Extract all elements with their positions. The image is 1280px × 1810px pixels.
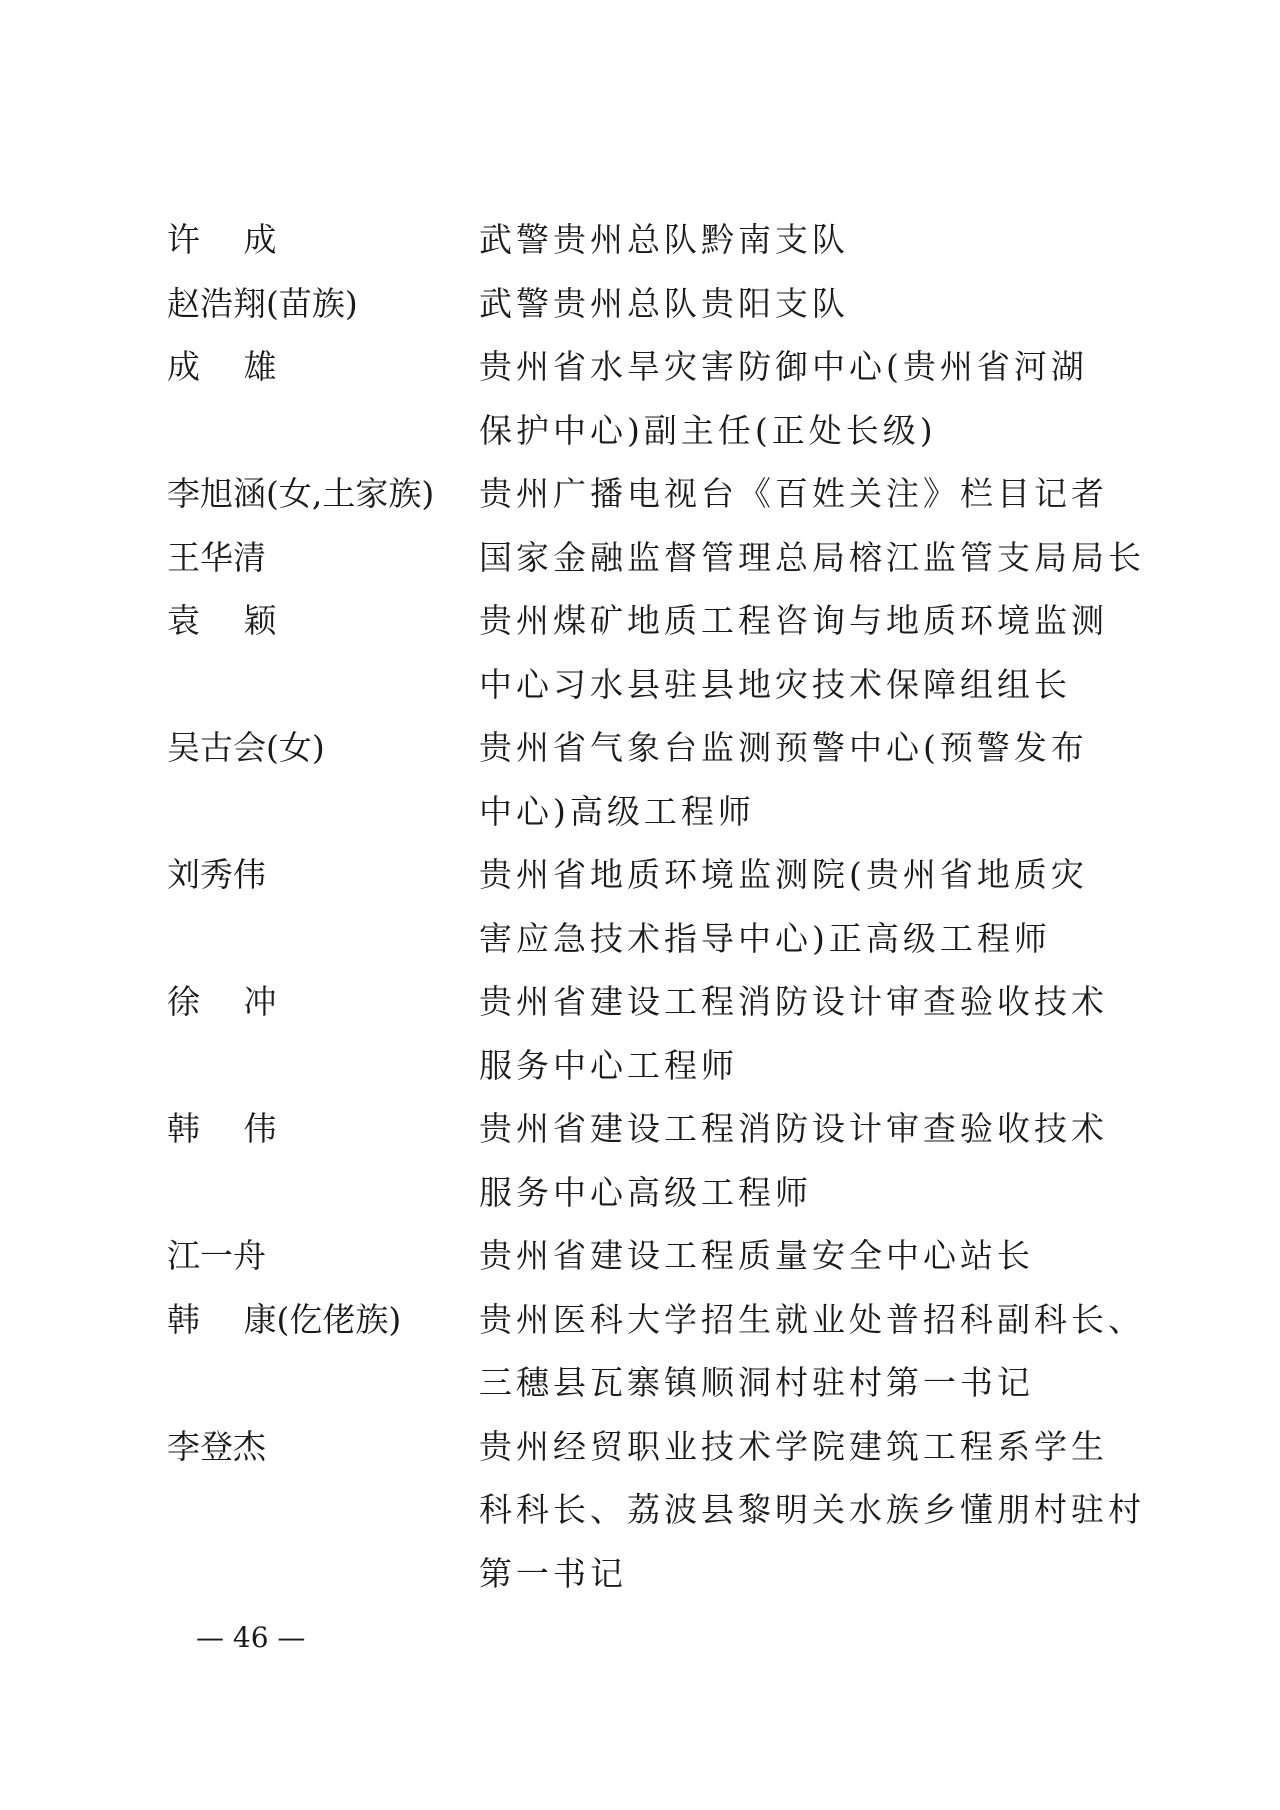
- person-organization: [479, 462, 1127, 526]
- person-organization: [479, 843, 1127, 970]
- list-item: [167, 335, 1127, 462]
- organization-line: 三穗县瓦寨镇顺洞村驻村第一书记: [479, 1363, 1034, 1402]
- person-organization: [479, 1288, 1145, 1415]
- person-name: 袁 颖: [167, 601, 277, 640]
- organization-line: 贵州经贸职业技术学院建筑工程系学生: [479, 1426, 1108, 1466]
- organization-line: 科科长、荔波县黎明关水族乡懂朋村驻村: [479, 1490, 1145, 1529]
- list-item: [167, 526, 1145, 590]
- organization-line: 贵州省建设工程消防设计审查验收技术: [479, 1109, 1108, 1148]
- organization-line: 贵州省气象台监测预警中心(预警发布: [479, 728, 1088, 767]
- list-item: [167, 462, 1127, 526]
- person-name: 赵浩翔(苗族): [167, 283, 358, 323]
- person-name: 徐 冲: [167, 982, 277, 1021]
- person-name: 吴古会(女): [167, 728, 325, 767]
- person-organization: [479, 716, 1127, 843]
- person-name: 李旭涵(女,土家族): [167, 474, 435, 513]
- list-item: [167, 208, 1127, 272]
- list-item: [167, 1415, 1145, 1606]
- person-organization: [479, 208, 1127, 272]
- person-name: 成 雄: [167, 347, 277, 386]
- person-organization: [479, 335, 1127, 462]
- person-organization: [479, 589, 1127, 716]
- person-organization: [479, 526, 1145, 590]
- person-name: 江一舟: [167, 1236, 266, 1275]
- organization-line: 贵州省水旱灾害防御中心(贵州省河湖: [479, 347, 1088, 386]
- list-item: [167, 843, 1127, 970]
- person-name: 许 成: [167, 220, 277, 259]
- organization-line: 服务中心工程师: [479, 1045, 738, 1085]
- honoree-list: [167, 208, 1145, 1605]
- person-name: 韩 康(仡佬族): [167, 1299, 402, 1339]
- list-item: [167, 1288, 1145, 1415]
- list-item: [167, 970, 1127, 1097]
- list-item: [167, 1097, 1127, 1224]
- organization-line: 服务中心高级工程师: [479, 1172, 812, 1212]
- organization-line: 贵州医科大学招生就业处普招科副科长、: [479, 1299, 1145, 1339]
- person-organization: [479, 272, 1127, 336]
- person-organization: [479, 1224, 1127, 1288]
- person-name: 王华清: [167, 537, 266, 577]
- person-organization: [479, 970, 1127, 1097]
- organization-line: 第一书记: [479, 1553, 627, 1593]
- organization-line: 害应急技术指导中心)正高级工程师: [479, 918, 1051, 958]
- organization-line: 贵州煤矿地质工程咨询与地质环境监测: [479, 601, 1108, 640]
- person-organization: [479, 1415, 1145, 1606]
- list-item: [167, 589, 1127, 716]
- person-name: 李登杰: [167, 1426, 266, 1466]
- page-number: — 46 —: [196, 1621, 306, 1654]
- organization-line: 贵州省建设工程质量安全中心站长: [479, 1236, 1034, 1275]
- organization-line: 中心)高级工程师: [479, 791, 755, 831]
- organization-line: 贵州广播电视台《百姓关注》栏目记者: [479, 474, 1108, 513]
- organization-line: 国家金融监督管理总局榕江监管支局局长: [479, 537, 1145, 577]
- organization-line: 武警贵州总队黔南支队: [479, 220, 849, 259]
- organization-line: 贵州省建设工程消防设计审查验收技术: [479, 982, 1108, 1021]
- person-name: 韩 伟: [167, 1109, 277, 1148]
- organization-line: 武警贵州总队贵阳支队: [479, 283, 849, 323]
- list-item: [167, 272, 1127, 336]
- organization-line: 中心习水县驻县地灾技术保障组组长: [479, 664, 1071, 704]
- person-name: 刘秀伟: [167, 855, 266, 894]
- person-organization: [479, 1097, 1127, 1224]
- organization-line: 保护中心)副主任(正处长级): [479, 410, 937, 450]
- organization-line: 贵州省地质环境监测院(贵州省地质灾: [479, 855, 1088, 894]
- list-item: [167, 716, 1127, 843]
- list-item: [167, 1224, 1127, 1288]
